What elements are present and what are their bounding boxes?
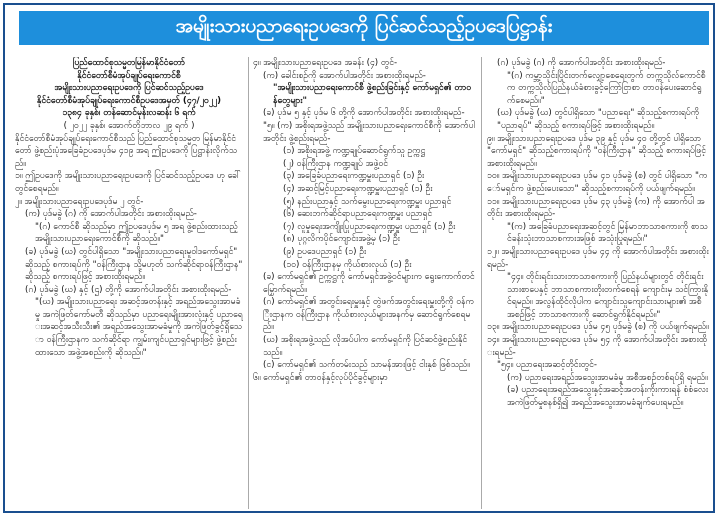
paragraph: (၂) ဝန်ကြီးဌာန ကဏ္ဍချုပ် အဖွဲ့ဝင်: [283, 158, 388, 169]
paragraph: (က) ခေါင်းစဉ်ကို အောက်ပါအတိုင်း အစားထိုးရမည်-: [263, 70, 426, 81]
paragraph: (ဂ) ကော်မရှင်၏ အတွင်းရေးမှူးနှင့် တွဲဖက်အတွင်းရေးမှူးတို့ကို ဝန်ကြီးဌာနက ဝန်ကြီးဌာန ကိုယ်စားလှယ်များအနက်မှ ဆောင်ရွက်စေရမည်။: [263, 297, 474, 333]
paragraph: (ခ) ပညာရေးအရည်အသွေးနှင့်အဆင့်အတန်းကိုးကားရန် စံစံလေးအကဲဖြတ်မှုစနစ်ရှိ၍ အရည်အသွေးအာမခံချက်ပေးရမည်။: [507, 385, 709, 409]
paragraph: နိုင်ငံတော်စီမံအုပ်ချုပ်ရေးကောင်စီ: [77, 70, 181, 81]
paragraph: (၄) အဆင့်မြင့်ပညာရေးကဏ္ဍမှူးပညာရှင် (၁) ဦး: [283, 183, 433, 194]
paragraph: (ဃ) ပုဒ်မခွဲ (ဃ) တွင်ပါရှိသော "ပညာရေး" ဆိုသည့်စကားရပ်ကို "ပညာရပ်" ဆိုသည့် စကားရပ်ဖြင့် အစားထိုးရမည်။: [497, 108, 700, 131]
paragraph: "(ဂ) ကမ္ဘာ့သိုင်းပြိုင်းတက်လျှော့စေရေးတွက် တက္ကသိုလ်ကောင်စီက တက္ကသိုလ်ပြည်နယ်ခံစားခွင့်ကြော်ငြာစာ တာဝန်ပေးဆောင်ရွက်စေမည်။": [507, 70, 706, 106]
paragraph: နိုင်ငံတော်စီမံအုပ်ချုပ်ရေးကောင်စီသည် ပြည်ထောင်စုသမ္မတ မြန်မာနိုင်ငံတော် ဖွဲ့စည်းပုံအခြေခံဥပဒေပုဒ်မ ၄၁၉ အရ ဤဥပဒေကို ပြဋ္ဌာန်းလိုက်သည်။: [15, 133, 238, 169]
column-3: [487, 57, 709, 509]
paragraph: (၃) အခြေခံပညာရေးကဏ္ဍမှူးပညာရှင် (၁) ဦး: [283, 171, 425, 182]
banner-title: အမျိုးသားပညာရေးဥပဒေကို ပြင်ဆင်သည့်ဥပဒေပြဋ္ဌာန်း: [19, 11, 709, 45]
paragraph: ၂။ အမျိုးသားပညာရေးဥပဒေပုဒ်မ ၂ တွင်-: [15, 196, 144, 207]
column-divider: [248, 57, 249, 509]
paragraph: ၁၃၈၄ ခုနှစ်၊ တန်ဆောင်မုန်းလဆန်း ၆ ရက်: [62, 108, 196, 119]
paragraph: (င) ကော်မရှင်၏ သက်တမ်းသည် သာမန်အားဖြင့် ငါးနှစ် ဖြစ်သည်။: [263, 360, 470, 371]
paragraph: ၁။ ဤဥပဒေကို အမျိုးသားပညာရေးဥပဒေကို ပြင်ဆင်သည့်ဥပဒေ ဟု ခေါ်တွင်စေရမည်။: [15, 171, 241, 194]
paragraph: ပြည်ထောင်စုသမ္မတမြန်မာနိုင်ငံတော်: [72, 58, 186, 68]
paragraph: (၈) ပုဂ္ဂလိကပိုင်ကျောင်းအဖွဲ့မှ (၁) ဦး: [283, 234, 400, 245]
paragraph: ၁၂။ အမျိုးသားပညာရေးဥပဒေ ပုဒ်မ ၄၄ ကို အောက်ပါအတိုင်း အစားထိုးရမည်-: [487, 246, 709, 270]
document-frame: [3, 3, 715, 513]
paragraph: (ခ) ပုဒ်မခွဲ (ဃ) တွင်ပါရှိသော "အမျိုးသားပညာရေးမူဝါဒကော်မရှင်" ဆိုသည့် စကားရပ်ကို "ဝန်ကြီးဌာန သို့မဟုတ် သက်ဆိုင်ရာဝန်ကြီးဌာန" ဆိုသည့် စကားရပ်ဖြင့် အစားထိုးရမည်။: [25, 246, 243, 283]
paragraph: "(ဂ) ကောင်စီ ဆိုသည်မှာ ဤဥပဒေပုဒ်မ ၅ အရ ဖွဲ့စည်းထားသည့် အမျိုးသားပညာရေးကောင်စီကို ဆိုသည်။": [35, 221, 238, 245]
paragraph: "၅၄။ ပညာရေးအဆင့်တိုင်းတွင်-: [497, 360, 597, 371]
paragraph: နိုင်ငံတော်စီမံအုပ်ချုပ်ရေးကောင်စီဥပဒေအမှတ် (၄၇/၂၀၂၂): [36, 95, 222, 106]
paragraph: (ဂ) ပုဒ်မခွဲ (ဃ) နှင့် (ဌ) တို့ကို အောက်ပါအတိုင်း အစားထိုးရမည်-: [25, 284, 232, 295]
paragraph: "၅။ (က) အစိုးရအဖွဲ့သည် အမျိုးသားပညာရေးကောင်စီကို အောက်ပါအတိုင်း ဖွဲ့စည်းရမည်-: [263, 120, 475, 144]
paragraph: ( ၂၀၂၂ ခုနှစ်၊ အောက်တိုဘာလ ၂၉ ရက် ): [63, 120, 195, 131]
paragraph: (ဂ) ပုဒ်မခွဲ (ဂ) ကို အောက်ပါအတိုင်း အစားထိုးရမည်-: [497, 58, 666, 68]
paragraph: ၁၁။ အမျိုးသားပညာရေးဥပဒေ ပုဒ်မ ၄၃ ပုဒ်မခွဲ (က) ကို အောက်ပါ အတိုင်း အစားထိုးရမည်-: [487, 196, 705, 220]
paragraph: အမျိုးသားပညာရေးဥပဒေကို ပြင်ဆင်သည့်ဥပဒေ: [54, 83, 204, 94]
column-divider: [481, 57, 482, 509]
column-1: [15, 57, 243, 509]
paragraph: "(က) အခြေခံပညာရေးအဆင့်တွင် မြန်မာဘာသာစကားကို စာသင်ခန်းသုံးဘာသာစကားအဖြစ် အသုံးပြုရမည်။": [507, 221, 708, 245]
paragraph: ၁၃။ အမျိုးသားပညာရေးဥပဒေ ပုဒ်မ ၄၅ ပုဒ်မခွဲ (စ) ကို ပယ်ဖျက်ရမည်။: [487, 322, 709, 333]
paragraph: (က) ပုဒ်မခွဲ (ဂ) ကို အောက်ပါအတိုင်း အစားထိုးရမည်-: [25, 209, 197, 220]
paragraph: (က) ပညာရေးအရည်အသွေးအာမခံမှု အစီအစဉ်တစ်ရပ်ရှိ ရမည်။: [507, 372, 708, 383]
column-2: [253, 57, 475, 509]
paragraph: (၅) နည်းပညာနှင့် သက်မွေးပညာရေးကဏ္ဍမှူး ပညာရှင်: [283, 196, 452, 207]
paragraph: (၉) ဥပဒေပညာရှင် (၁) ဦး: [283, 246, 367, 257]
paragraph: ၆။ ကော်မရှင်၏ တာဝန်နှင့်လုပ်ပိုင်ခွင့်များမှာ: [253, 372, 388, 383]
paragraph: (ခ) ပုဒ်မ ၅ နှင့် ပုဒ်မ ၆ တို့ကို အောက်ပါအတိုင်း အစားထိုးရမည်-: [263, 108, 465, 119]
paragraph: "အမျိုးသားပညာရေးကောင်စီ ဖွဲ့စည်းခြင်းနှင့် ကော်မရှင်၏ တာဝန်တွေများ": [273, 83, 472, 106]
paragraph: ၄။ အမျိုးသားပညာရေးဥပဒေ အခန်း (၄) တွင်-: [253, 58, 398, 68]
paragraph: ၁၀။ အမျိုးသားပညာရေးဥပဒေ ပုဒ်မ ၄၁ ပုဒ်မခွဲ (စ) တွင် ပါရှိသော "ကော်မရှင်က ဖွဲ့စည်းပေးသော" ဆိုသည့်စကားရပ်ကို ပယ်ဖျက်ရမည်။: [487, 171, 708, 194]
paragraph: (၇) လူမှုရေးအကျိုးပြုပညာရေးကဏ္ဍမှူး ပညာရှင် (၁) ဦး: [283, 221, 456, 232]
paragraph: (ခ) ကော်မရှင်၏ ဥက္ကဋ္ဌကို ကော်မရှင်အဖွဲ့ဝင်များက ရွေးကောက်တင်မြှောက်ရမည်။: [263, 272, 475, 295]
paragraph: (၆) ဆေးဘက်ဆိုင်ရာပညာရေးကဏ္ဍမှူး ပညာရှင်: [283, 209, 433, 220]
paragraph: "(ဃ) အမျိုးသားပညာရေး အဆင့်အတန်းနှင့် အရည်အသွေးအာမခံမှု အကဲဖြတ်ကော်မတီ ဆိုသည်မှာ ပညာရေးမျိုးအားလုံးနှင့် ပညာရေးအဆင့်အသီးသီး၏ အရည်အသွေးအာမခံမှုကို အကဲဖြတ်ခွင့်ရှိသော ဝန်ကြီးဌာနက သက်ဆိုင်ရာ ကျွမ်းကျင်ပညာရှင်များဖြင့် ဖွဲ့စည်းထားသော အဖွဲ့အစည်းကို ဆိုသည်။": [35, 297, 243, 358]
paragraph: (၁) အစိုးရအဖွဲ့ ကဏ္ဍချုပ်ဆောင်ရွက်သူ ဥက္ကဋ္ဌ: [283, 146, 426, 157]
paragraph: ၁၄။ အမျိုးသားပညာရေးဥပဒေ ပုဒ်မ ၅၄ ကို အောက်ပါအတိုင်း အစားထိုးရမည်-: [487, 335, 708, 358]
paragraph: "၄၄။ တိုင်းရင်းသားဘာသာစကားကို ပြည်နယ်များတွင် တိုင်းရင်းသားစာပေနှင့် ဘာသာစကားတိုးတက်စေရန် ကျောင်းမှ သင်ကြားနိုင်ရမည်။ အလွန်ထိုင်လိုပါက ကျောင်းသူကျောင်းသားများ၏ အစီအစဉ်ဖြင့် ဘာသာစကားကို ဆောင်ရွက်နိုင်ရမည်။": [507, 272, 709, 320]
paragraph: (၁၀) ဝန်ကြီးဌာနမှ ကိုယ်စားလှယ် (၁) ဦး: [283, 259, 412, 270]
paragraph: (ဃ) အစိုးရအဖွဲ့သည် လိုအပ်ပါက ကော်မရှင်ကို ပြင်ဆင်ဖွဲ့စည်းနိုင်သည်။: [263, 335, 468, 358]
paragraph: ၉။ အမျိုးသားပညာရေးဥပဒေ ပုဒ်မ ၃၉ နှင့် ပုဒ်မ ၄၀ တို့တွင် ပါရှိသော "ကော်မရှင်" ဆိုသည့်စကားရပ်ကို "ဝန်ကြီးဌာန" ဆိုသည့် စကားရပ်ဖြင့် အစားထိုးရမည်။: [487, 133, 706, 169]
